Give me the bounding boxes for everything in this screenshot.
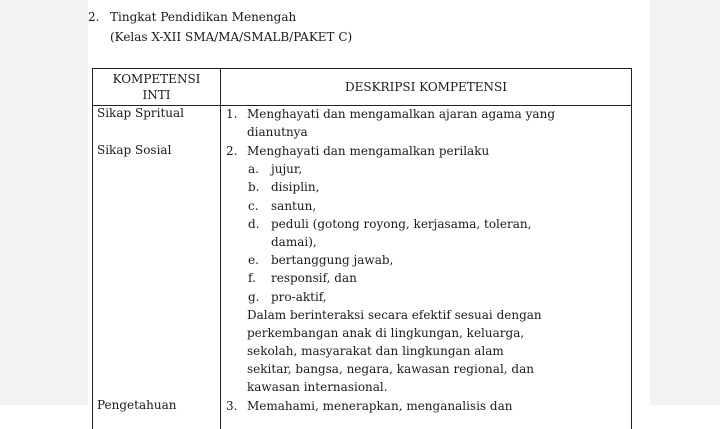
desc-spiritual	[226, 105, 631, 141]
item-letter: b.	[248, 180, 260, 195]
header-deskripsi: DESKRIPSI KOMPETENSI	[344, 80, 508, 94]
item-text: damai),	[271, 234, 317, 249]
list-item	[226, 178, 631, 196]
paragraph-line	[226, 378, 631, 396]
desc-line	[226, 105, 631, 123]
desc-text: Memahami, menerapkan, menganalisis dan	[247, 399, 513, 413]
desc-sosial	[226, 142, 631, 397]
paragraph-line	[226, 342, 631, 360]
item-number: 1.	[226, 107, 238, 121]
paragraph-line	[226, 306, 631, 324]
item-letter: e.	[248, 253, 259, 268]
paragraph-text: Dalam berinteraksi secara efektif sesuai dengan	[247, 307, 542, 322]
desc-pengetahuan	[226, 397, 631, 415]
left-margin	[0, 0, 88, 405]
desc-line	[226, 397, 631, 415]
list-item	[226, 269, 631, 287]
list-item	[226, 197, 631, 215]
list-item	[226, 251, 631, 269]
competency-table	[92, 68, 632, 429]
item-text: santun,	[271, 198, 317, 213]
header-line: INTI	[142, 88, 171, 102]
section-number: 2.	[88, 10, 100, 24]
list-item	[226, 288, 631, 306]
header-line: KOMPETENSI	[112, 72, 201, 86]
item-number: 2.	[226, 144, 238, 158]
item-letter: d.	[248, 216, 260, 231]
list-item	[226, 160, 631, 178]
paragraph-text: kawasan internasional.	[247, 380, 388, 395]
item-text: responsif, dan	[271, 271, 357, 286]
item-text: bertanggung jawab,	[271, 253, 394, 268]
document-page	[88, 0, 650, 413]
item-letter: g.	[248, 289, 260, 304]
paragraph-line	[226, 360, 631, 378]
paragraph-line	[226, 324, 631, 342]
desc-text: Menghayati dan mengamalkan ajaran agama yang	[247, 107, 555, 121]
item-text: jujur,	[271, 162, 303, 177]
item-letter: a.	[248, 162, 259, 177]
right-margin	[650, 0, 720, 405]
item-number: 3.	[226, 399, 238, 413]
paragraph-text: sekitar, bangsa, negara, kawasan regional, dan	[247, 362, 534, 377]
item-text: disiplin,	[271, 180, 320, 195]
paragraph-text: perkembangan anak di lingkungan, keluarga,	[247, 325, 525, 340]
row-label-pengetahuan: Pengetahuan	[97, 398, 177, 412]
item-text: pro-aktif,	[271, 289, 327, 304]
desc-line	[226, 142, 631, 160]
paragraph-text: sekolah, masyarakat dan lingkungan alam	[247, 344, 504, 359]
desc-line	[226, 123, 631, 141]
list-item	[226, 215, 631, 233]
item-text: peduli (gotong royong, kerjasama, toleran,	[271, 216, 532, 231]
header-kompetensi-inti	[93, 71, 220, 103]
section-title: Tingkat Pendidikan Menengah	[110, 10, 297, 24]
row-label-spiritual: Sikap Spritual	[97, 106, 184, 120]
item-letter: c.	[248, 198, 259, 213]
row-label-sosial: Sikap Sosial	[97, 143, 172, 157]
column-divider	[220, 69, 221, 429]
section-subtitle: (Kelas X-XII SMA/MA/SMALB/PAKET C)	[110, 30, 353, 44]
desc-text: Menghayati dan mengamalkan perilaku	[247, 144, 490, 158]
item-letter: f.	[248, 271, 256, 286]
list-item	[226, 233, 631, 251]
desc-text: dianutnya	[247, 125, 308, 140]
